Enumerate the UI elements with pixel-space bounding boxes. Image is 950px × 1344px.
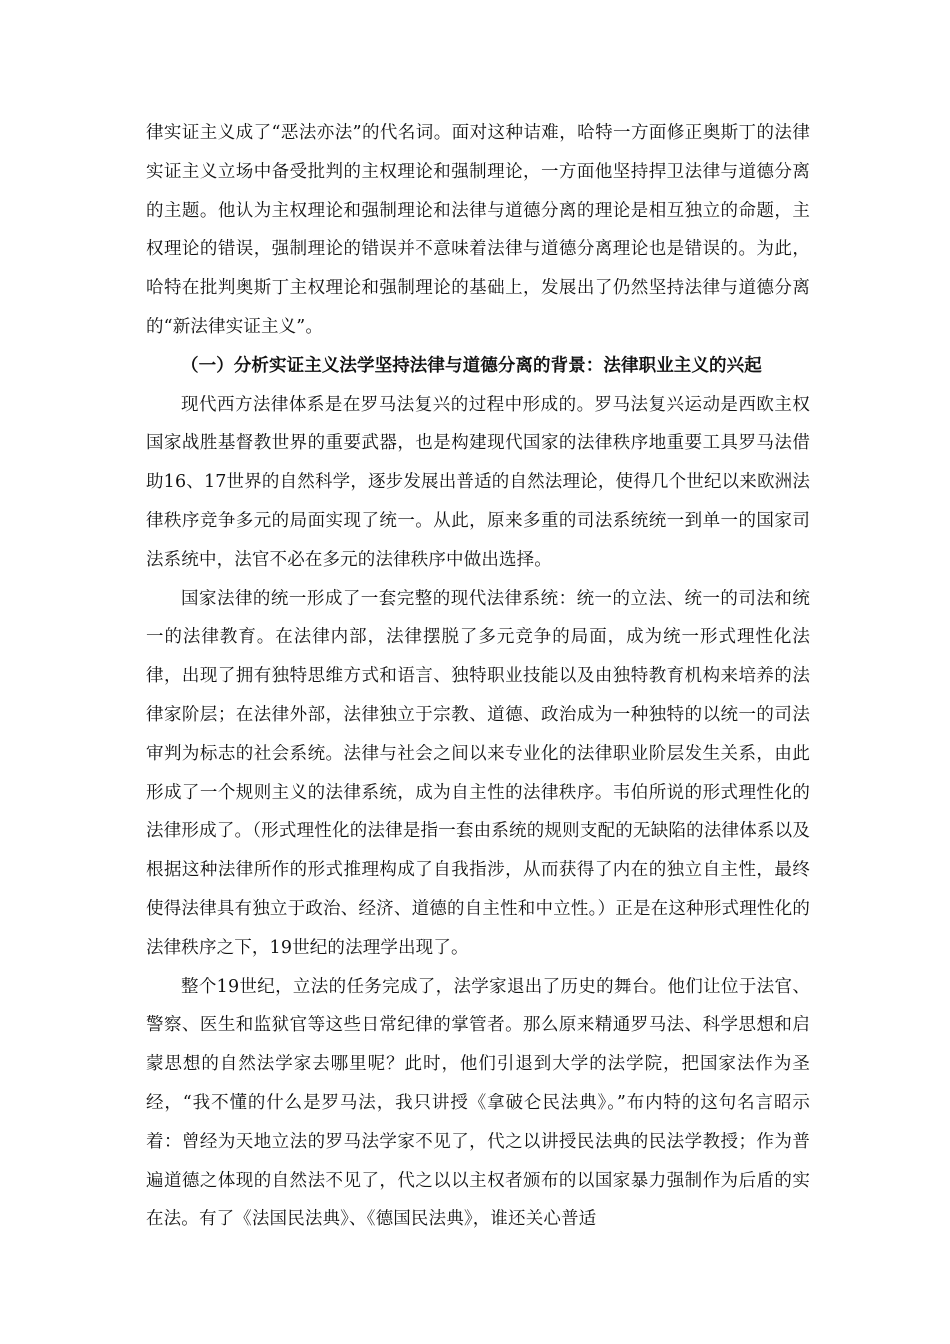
body-paragraph-4: 整个19世纪，立法的任务完成了，法学家退出了历史的舞台。他们让位于法官、警察、医生和监狱官等这些日常纪律的掌管者。那么原来精通罗马法、科学思想和启蒙思想的自然法学家去哪里呢？此时，他们引退到大学的法学院，把国家法作为圣经，“我不懂的什么是罗马法，我只讲授《拿破仑民法典》。”布内特的这句名言昭示着：曾经为天地立法的罗马法学家不见了，代之以讲授民法典的民法学教授；作为普遍道德之体现的自然法不见了，代之以以主权者颁布的以国家暴力强制作为后盾的实在法。有了《法国民法典》、《德国民法典》，谁还关心普适 (146, 976, 810, 1230)
section-heading: （一）分析实证主义法学坚持法律与道德分离的背景：法律职业主义的兴起 (181, 355, 762, 376)
body-paragraph-3: 国家法律的统一形成了一套完整的现代法律系统：统一的立法、统一的司法和统一的法律教育。在法律内部，法律摆脱了多元竞争的局面，成为统一形式理性化法律，出现了拥有独特思维方式和语言、独特职业技能以及由独特教育机构来培养的法律家阶层；在法律外部，法律独立于宗教、道德、政治成为一种独特的以统一的司法审判为标志的社会系统。法律与社会之间以来专业化的法律职业阶层发生关系，由此形成了一个规则主义的法律系统，成为自主性的法律秩序。韦伯所说的形式理性化的法律形成了。（形式理性化的法律是指一套由系统的规则支配的无缺陷的法律体系以及根据这种法律所作的形式推理构成了自我指涉，从而获得了内在的独立自主性，最终使得法律具有独立于政治、经济、道德的自主性和中立性。）正是在这种形式理性化的法律秩序之下，19世纪的法理学出现了。 (146, 588, 810, 958)
document-body (146, 114, 810, 1239)
body-paragraph-1: 律实证主义成了“恶法亦法”的代名词。面对这种诘难，哈特一方面修正奥斯丁的法律实证主义立场中备受批判的主权理论和强制理论，一方面他坚持捍卫法律与道德分离的主题。他认为主权理论和强制理论和法律与道德分离的理论是相互独立的命题，主权理论的错误，强制理论的错误并不意味着法律与道德分离理论也是错误的。为此，哈特在批判奥斯丁主权理论和强制理论的基础上，发展出了仍然坚持法律与道德分离的“新法律实证主义”。 (146, 123, 810, 337)
body-paragraph-2: 现代西方法律体系是在罗马法复兴的过程中形成的。罗马法复兴运动是西欧主权国家战胜基督教世界的重要武器，也是构建现代国家的法律秩序地重要工具罗马法借助16、17世界的自然科学，逐步发展出普适的自然法理论，使得几个世纪以来欧洲法律秩序竞争多元的局面实现了统一。从此，原来多重的司法系统统一到单一的国家司法系统中，法官不必在多元的法律秩序中做出选择。 (146, 394, 810, 570)
